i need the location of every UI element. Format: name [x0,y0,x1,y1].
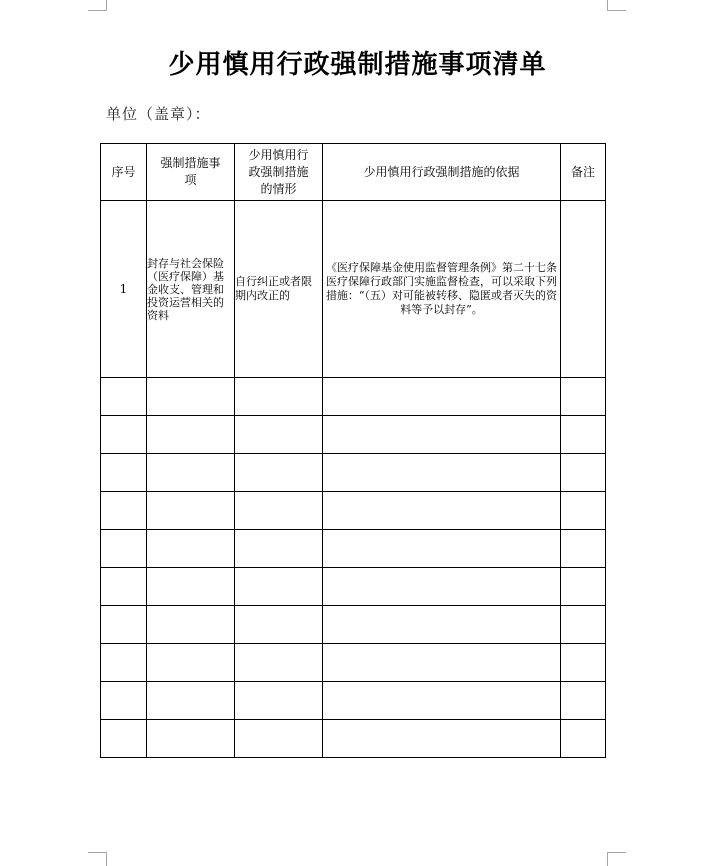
empty-cell [101,606,147,644]
table-row-empty [101,682,606,720]
empty-cell [561,720,606,758]
empty-cell [147,378,235,416]
empty-cell [561,492,606,530]
empty-cell [101,644,147,682]
empty-cell [101,720,147,758]
header-situation: 少用慎用行政强制措施的情形 [235,144,323,201]
empty-cell [323,568,561,606]
empty-cell [561,606,606,644]
page-corner-mark-bottom-right [607,852,626,866]
empty-cell [235,530,323,568]
empty-cell [561,416,606,454]
empty-cell [323,606,561,644]
cell-seq: 1 [101,201,147,378]
table-row-empty [101,378,606,416]
empty-cell [101,530,147,568]
page-corner-mark-bottom-left [88,852,107,866]
cell-remark [561,201,606,378]
measures-table [100,143,606,758]
empty-cell [147,644,235,682]
unit-seal-label: 单位（盖章）： [106,105,211,123]
empty-cell [235,416,323,454]
page-corner-mark-top-right [607,0,626,11]
empty-cell [147,720,235,758]
table-header-row [101,144,606,201]
empty-cell [323,682,561,720]
empty-cell [147,530,235,568]
empty-cell [235,682,323,720]
empty-cell [561,454,606,492]
header-basis: 少用慎用行政强制措施的依据 [323,144,561,201]
empty-cell [235,492,323,530]
empty-cell [101,454,147,492]
empty-cell [235,606,323,644]
empty-cell [323,644,561,682]
header-remark: 备注 [561,144,606,201]
empty-cell [235,568,323,606]
table-row-empty [101,568,606,606]
empty-cell [101,416,147,454]
cell-situation: 自行纠正或者限期内改正的 [235,201,323,378]
empty-cell [561,644,606,682]
table-row-empty [101,720,606,758]
empty-cell [561,682,606,720]
header-seq: 序号 [101,144,147,201]
table-row-empty [101,530,606,568]
empty-cell [323,530,561,568]
table-row-empty [101,606,606,644]
empty-cell [561,378,606,416]
empty-cell [323,720,561,758]
table-row-empty [101,454,606,492]
empty-cell [147,682,235,720]
empty-cell [147,568,235,606]
empty-cell [147,606,235,644]
empty-cell [561,530,606,568]
page-corner-mark-top-left [88,0,107,11]
empty-cell [101,492,147,530]
empty-cell [323,454,561,492]
document-title: 少用慎用行政强制措施事项清单 [168,50,547,80]
empty-cell [323,416,561,454]
table-row [101,201,606,378]
header-item: 强制措施事项 [147,144,235,201]
empty-cell [101,682,147,720]
empty-cell [323,492,561,530]
table-row-empty [101,492,606,530]
empty-cell [235,644,323,682]
table-row-empty [101,416,606,454]
cell-item: 封存与社会保险（医疗保障）基金收支、管理和投资运营相关的资料 [147,201,235,378]
empty-cell [101,568,147,606]
cell-basis: 《医疗保障基金使用监督管理条例》第二十七条 医疗保障行政部门实施监督检查，可以采取下列措施：“（五）对可能被转移、隐匿或者灭失的资料等予以封存”。 [323,201,561,378]
empty-cell [147,454,235,492]
empty-cell [235,720,323,758]
empty-cell [323,378,561,416]
empty-cell [147,492,235,530]
empty-cell [101,378,147,416]
table-row-empty [101,644,606,682]
empty-cell [561,568,606,606]
empty-cell [235,378,323,416]
empty-cell [147,416,235,454]
empty-cell [235,454,323,492]
